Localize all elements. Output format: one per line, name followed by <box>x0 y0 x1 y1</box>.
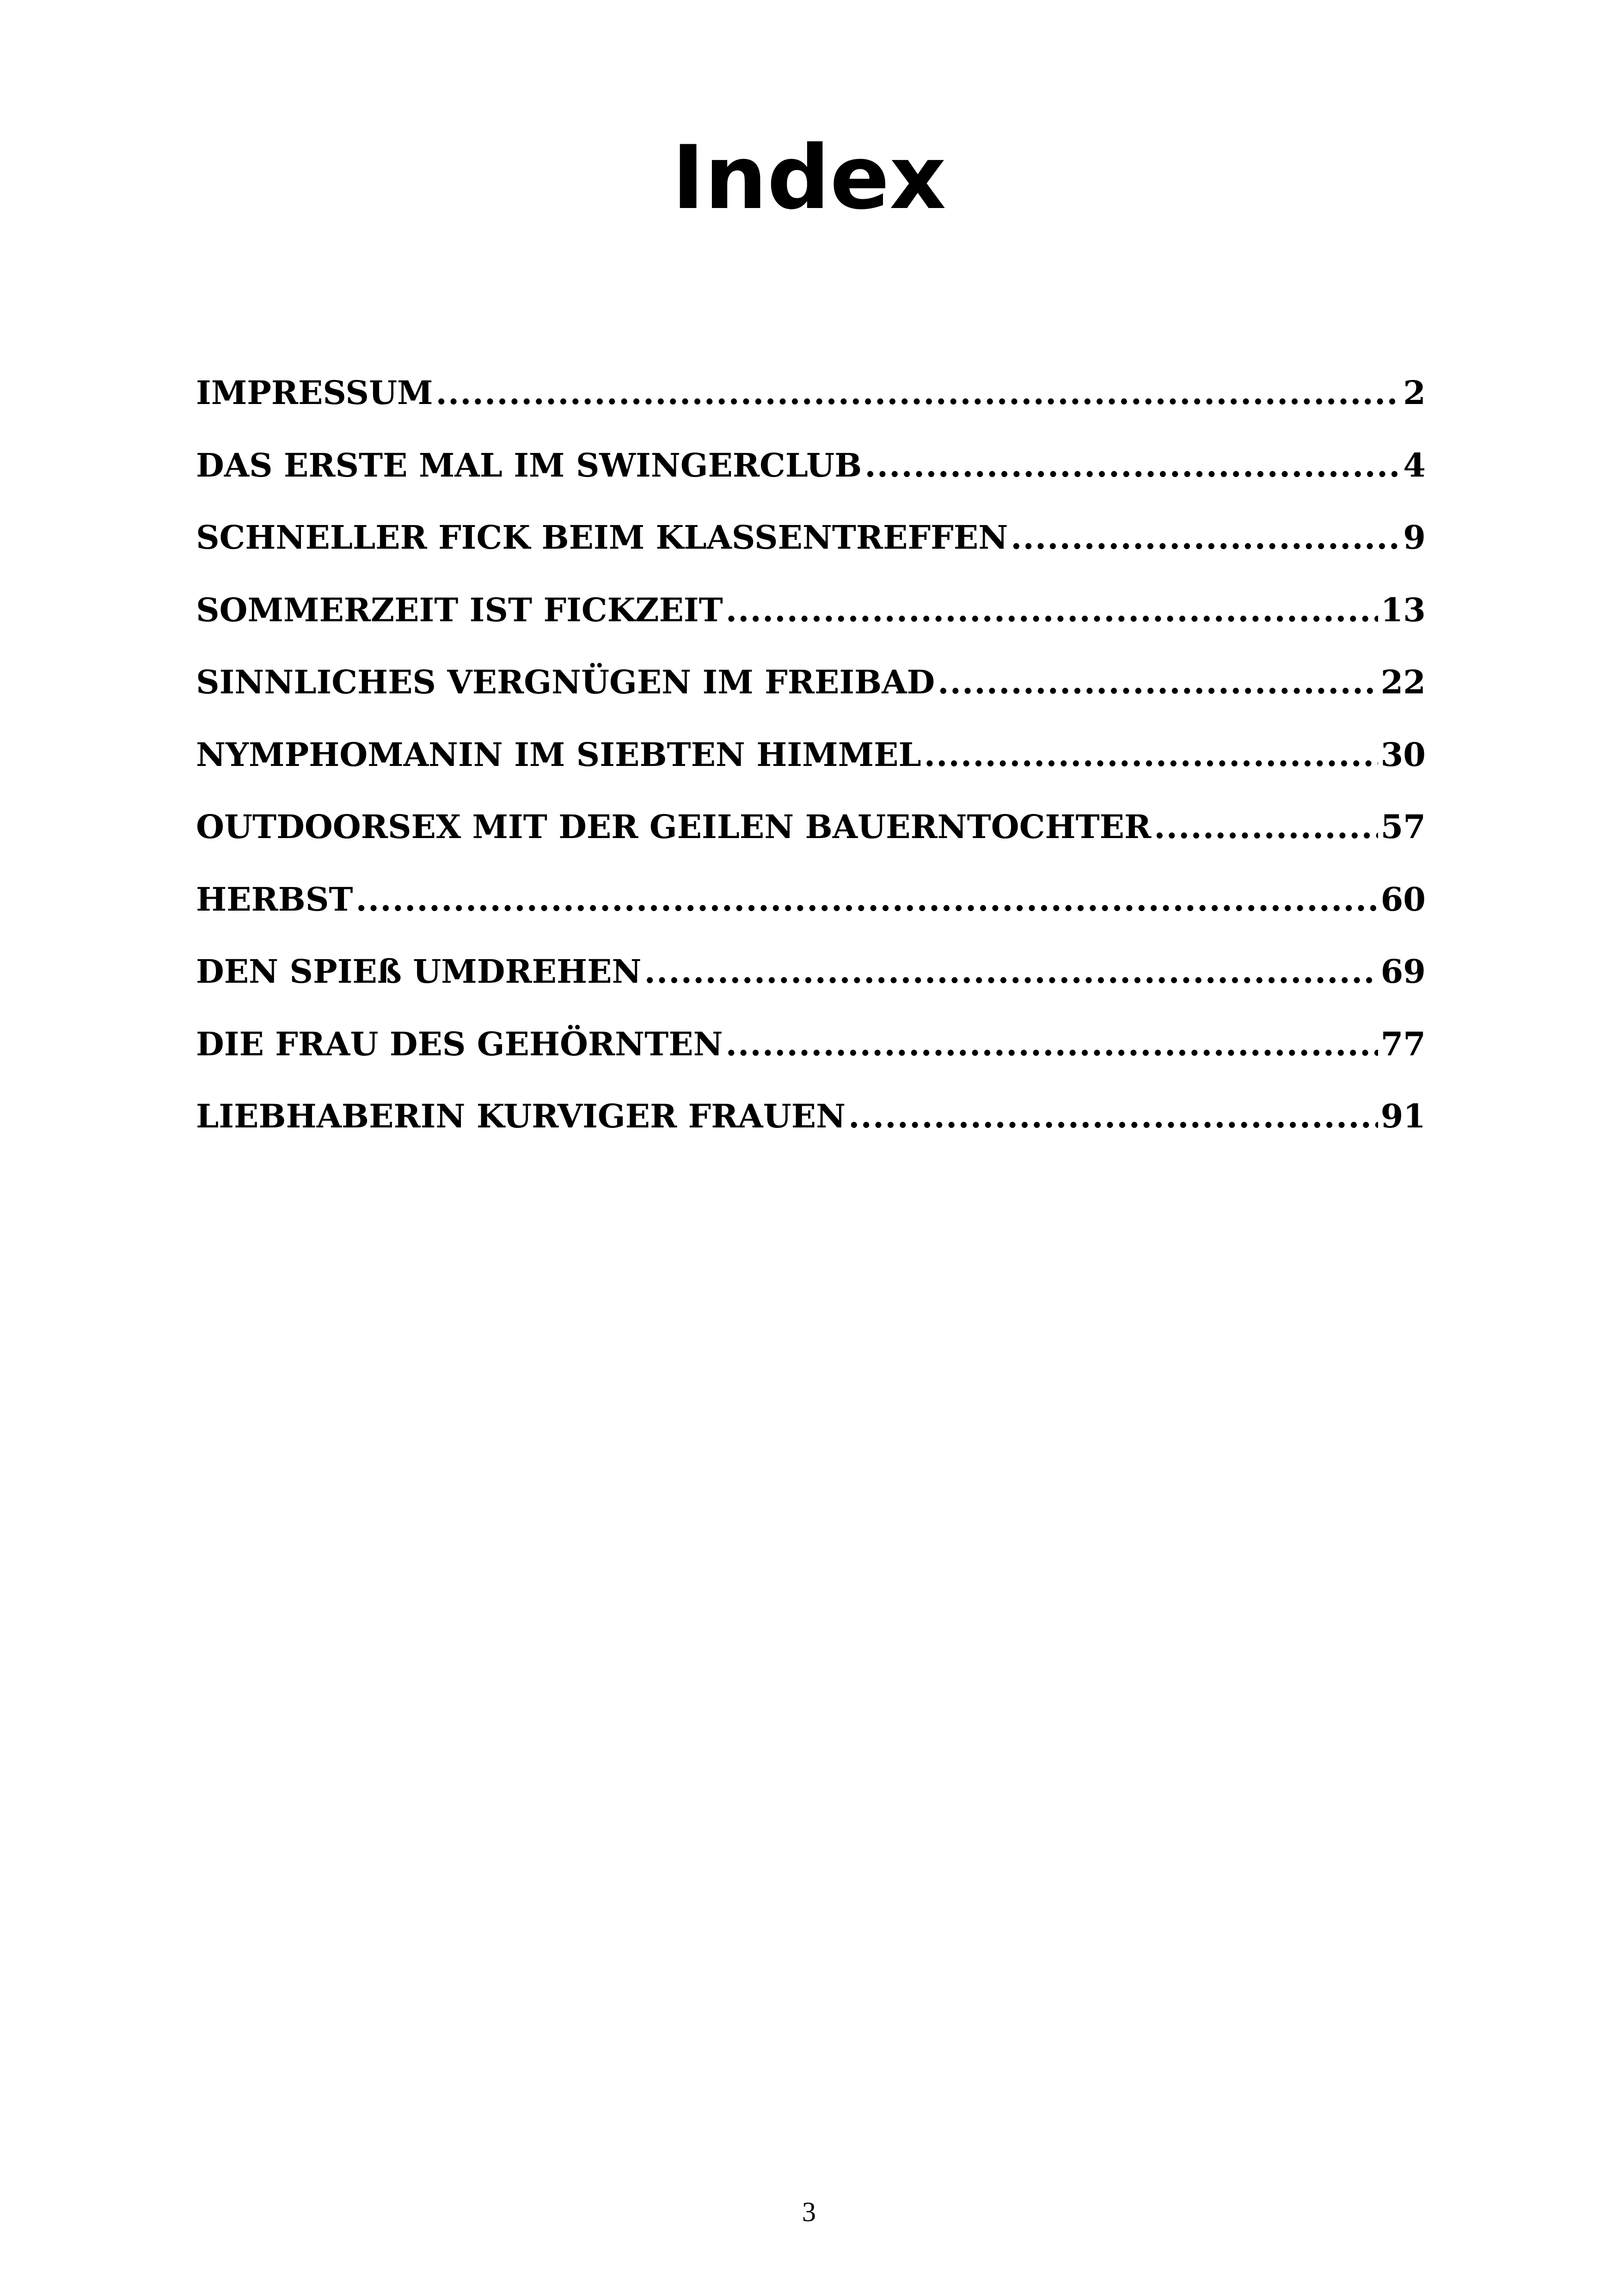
dot-leader <box>1011 510 1400 565</box>
toc-entry-title: NYMPHOMANIN IM SIEBTEN HIMMEL <box>196 735 921 774</box>
dot-leader <box>848 1089 1378 1144</box>
toc-entry[interactable] <box>196 872 1426 944</box>
toc-entry-page: 9 <box>1403 518 1426 557</box>
toc-entry-page: 57 <box>1380 808 1426 846</box>
toc-entry[interactable] <box>196 727 1426 800</box>
toc-entry-title: IMPRESSUM <box>196 373 433 412</box>
toc-entry-title: SINNLICHES VERGNÜGEN IM FREIBAD <box>196 663 935 701</box>
toc-entry-title: SCHNELLER FICK BEIM KLASSENTREFFEN <box>196 518 1008 557</box>
toc-entry-page: 4 <box>1403 446 1426 484</box>
dot-leader <box>726 1016 1378 1072</box>
toc-entry-title: OUTDOORSEX MIT DER GEILEN BAUERNTOCHTER <box>196 808 1152 846</box>
dot-leader <box>864 438 1400 493</box>
toc-entry-title: DAS ERSTE MAL IM SWINGERCLUB <box>196 446 862 484</box>
toc-entry[interactable] <box>196 438 1426 510</box>
dot-leader <box>644 944 1378 999</box>
toc-entry[interactable] <box>196 365 1426 438</box>
toc-entry-page: 22 <box>1380 663 1426 701</box>
toc-entry[interactable] <box>196 582 1426 655</box>
toc-entry-page: 13 <box>1380 590 1426 629</box>
table-of-contents <box>196 365 1426 1161</box>
toc-entry-page: 69 <box>1380 952 1426 991</box>
toc-entry-title: SOMMERZEIT IST FICKZEIT <box>196 590 723 629</box>
toc-entry-page: 30 <box>1380 735 1426 774</box>
toc-entry[interactable] <box>196 1089 1426 1161</box>
page-title: Index <box>672 127 946 229</box>
toc-entry-title: DEN SPIEß UMDREHEN <box>196 952 642 991</box>
toc-entry[interactable] <box>196 1016 1426 1089</box>
toc-entry[interactable] <box>196 944 1426 1016</box>
toc-entry-page: 2 <box>1403 373 1426 412</box>
dot-leader <box>436 365 1401 421</box>
dot-leader <box>1154 799 1378 855</box>
page-number: 3 <box>802 2197 816 2227</box>
toc-entry-title: DIE FRAU DES GEHÖRNTEN <box>196 1024 723 1063</box>
toc-entry[interactable] <box>196 799 1426 872</box>
toc-entry-page: 77 <box>1380 1024 1426 1063</box>
toc-entry[interactable] <box>196 510 1426 582</box>
toc-entry-page: 60 <box>1380 880 1426 918</box>
dot-leader <box>938 655 1378 710</box>
toc-entry-page: 91 <box>1380 1097 1426 1135</box>
toc-entry-title: HERBST <box>196 880 353 918</box>
dot-leader <box>924 727 1378 783</box>
dot-leader <box>726 582 1378 638</box>
dot-leader <box>355 872 1378 927</box>
toc-entry[interactable] <box>196 655 1426 727</box>
toc-entry-title: LIEBHABERIN KURVIGER FRAUEN <box>196 1097 846 1135</box>
